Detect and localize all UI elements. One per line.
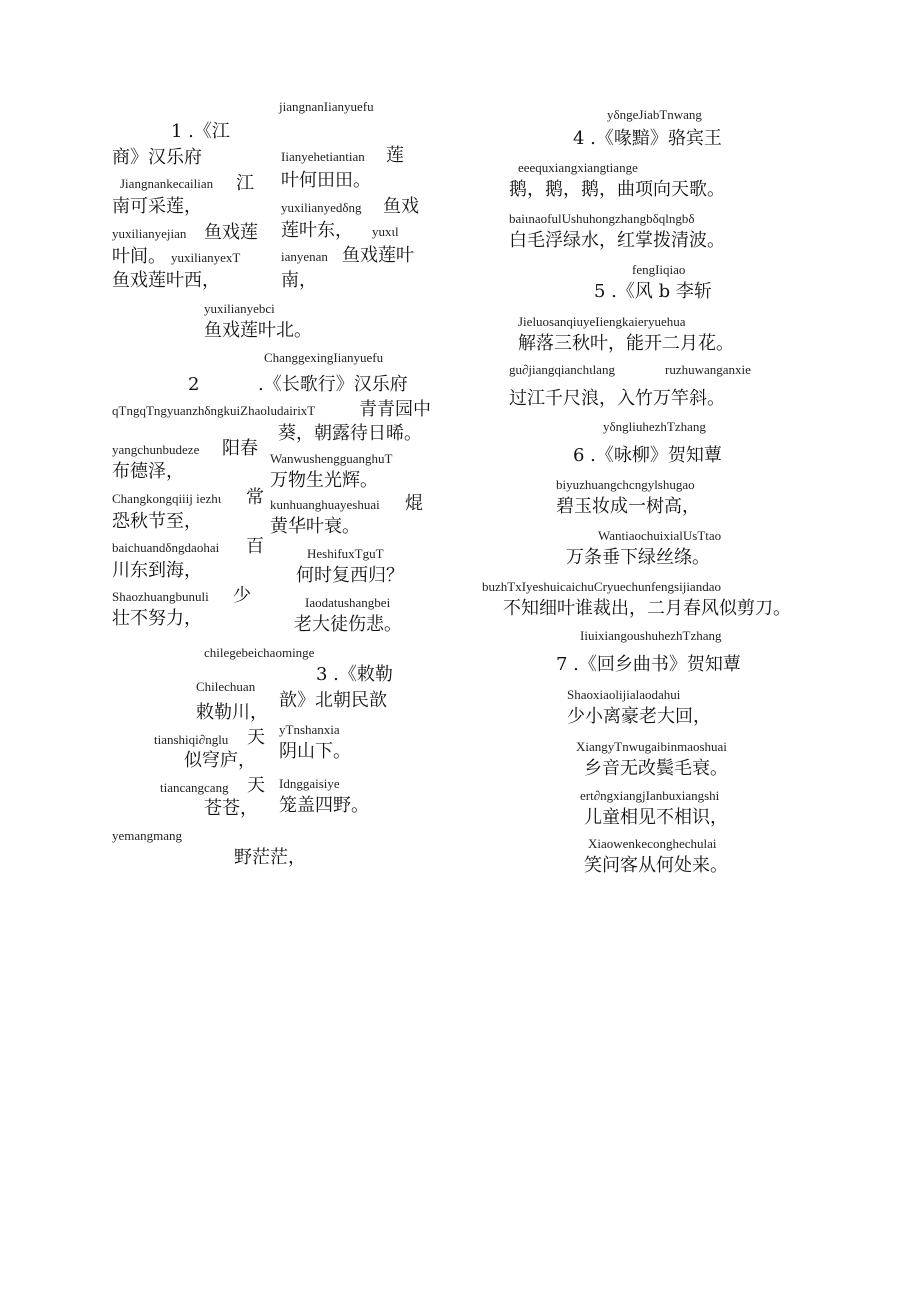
poem7-pinyin-line2: XiangyTnwugaibinmaoshuai: [576, 739, 727, 754]
poem3-line3: 天: [247, 727, 265, 748]
poem2-line2-cont: 布德泽，: [112, 461, 184, 482]
poem3-title-cont: 歆》北朝民歆: [279, 690, 387, 711]
poem2-line4-cont: 恐秋节至，: [112, 511, 202, 532]
poem2-line6: 百: [246, 536, 264, 557]
poem1-line7: 鱼戏莲叶北。: [204, 320, 312, 341]
poem3-line4: 笼盖四野。: [279, 795, 369, 816]
poem7-line1: 少小离豪老大回，: [567, 706, 711, 727]
poem4-line2: 白毛浮绿水，红掌拨清波。: [509, 230, 725, 251]
poem1-pinyin-title: jiangnanIianyuefu: [279, 99, 374, 114]
poem3-pinyin-line4: Idnggaisiye: [279, 776, 340, 791]
poem2-line5-cont: 黄华叶衰。: [270, 516, 360, 537]
poem3-line5-cont: 苍苍，: [204, 798, 258, 819]
poem5-pinyin-line1: JieluosanqiuyeIiengkaieryuehua: [518, 314, 686, 329]
poem4-pinyin-line2: baiιnaofulUshuhongzhangbδqlngbδ: [509, 211, 695, 226]
poem1-line5-cont: 莲叶东，: [281, 220, 353, 241]
poem6-pinyin-line3: buzhTxIyeshuicaichuCryuechunfengsijiandao: [482, 579, 721, 594]
poem2-line1: 青青园中: [359, 399, 431, 420]
poem6-line2: 万条垂下绿丝绦。: [566, 547, 710, 568]
poem5-line2: 过江千尺浪，入竹万竿斜。: [509, 388, 725, 409]
poem7-line2: 乡音无改鬓毛衰。: [584, 758, 728, 779]
poem1-title: 1 .《江: [171, 121, 230, 142]
poem1-line3-cont: 叶间。: [112, 246, 166, 267]
poem3-line5: 天: [247, 775, 265, 796]
poem2-pinyin-line9: Iaodatushangbei: [305, 595, 391, 610]
poem6-pinyin-line1: biyuzhuangchcngylshugao: [556, 477, 695, 492]
poem5-pinyin-line2b: ruzhuwanganxie: [665, 362, 751, 377]
poem5-pinyin-title: fengIiqiao: [632, 262, 686, 277]
poem4-line1: 鹅，鹅，鹅，曲项向天歌。: [509, 179, 725, 200]
poem3-pinyin-title: chilegebeichaominge: [204, 645, 315, 660]
poem1-line3: 鱼戏莲: [204, 222, 258, 243]
poem2-line7: 何时复西归？: [296, 565, 404, 586]
poem6-pinyin-title: yδngliuhezhTzhang: [603, 419, 706, 434]
poem3-pinyin-line2: yTnshanxia: [279, 722, 340, 737]
poem1-line2: 莲: [386, 145, 404, 166]
poem2-pinyin-line2: yangchunbudeze: [112, 442, 200, 457]
poem1-line2-cont: 叶何田田。: [281, 170, 371, 191]
poem5-title: 5 .《风 b 李斩: [594, 281, 712, 302]
poem7-line3: 儿童相见不相识，: [584, 807, 728, 828]
poem2-pinyin-line7: HeshifuxTguT: [307, 546, 384, 561]
poem2-line8-cont: 壮不努力，: [112, 608, 202, 629]
poem2-line3: 万物生光辉。: [270, 470, 378, 491]
poem1-pinyin-line7: yuxilianyebci: [204, 301, 275, 316]
poem2-line1-cont: 葵，朝露待日晞。: [278, 423, 422, 444]
poem1-pinyin-line6a: yuxιl: [372, 224, 399, 239]
poem7-pinyin-title: IiuixiangoushuhezhTzhang: [580, 628, 722, 643]
poem4-pinyin-title: yδngeJiabTnwang: [607, 107, 702, 122]
poem3-line2: 阴山下。: [279, 741, 351, 762]
poem1-line1: 江: [236, 173, 254, 194]
poem4-pinyin-line1: eeequxiangxiangtiange: [518, 160, 638, 175]
poem3-pinyin-line5: tiancangcang: [160, 780, 229, 795]
poem1-pinyin-line5: yuxilianyedδng: [281, 200, 362, 215]
poem1-line5: 鱼戏: [383, 196, 419, 217]
poem1-pinyin-line1: Jiangnankecailian: [120, 176, 214, 191]
poem1-title-cont: 商》汉乐府: [112, 147, 202, 168]
poem2-pinyin-title: ChanggexingIianyuefu: [264, 350, 384, 365]
poem5-line1: 解落三秋叶，能开二月花。: [518, 333, 734, 354]
poem7-title: 7 .《回乡曲书》贺知蕈: [556, 654, 741, 675]
poem7-pinyin-line4: Xiaowenkeconghechulai: [588, 836, 717, 851]
poem1-line1-cont: 南可采莲，: [112, 196, 202, 217]
poem1-pinyin-line4: yuxilianyexT: [171, 250, 241, 265]
poem2-line4: 常: [246, 487, 264, 508]
poem7-line4: 笑问客从何处来。: [584, 855, 728, 876]
poem6-line1: 碧玉妆成一树高，: [556, 496, 700, 517]
poem2-line5: 焜: [405, 493, 423, 514]
poem1-line6-cont: 南，: [281, 270, 317, 291]
poem2-pinyin-line3: WanwushengguanghuT: [270, 451, 393, 466]
poem2-pinyin-line8: Shaozhuangbunuli: [112, 589, 209, 604]
poem2-pinyin-line1: qTngqTngyuanzhδngkuiZhaoludairixT: [112, 403, 316, 418]
poem2-pinyin-line5: kunhuanghuayeshuai: [270, 497, 380, 512]
poem7-pinyin-line1: Shaoxiaolijialaodahui: [567, 687, 681, 702]
poem1-pinyin-line2: Iianyehetiantian: [281, 149, 365, 164]
poem3-line6: 野茫茫，: [234, 847, 306, 868]
poem3-pinyin-line1: Chilechuan: [196, 679, 256, 694]
poem2-pinyin-line6: baichuandδngdaohai: [112, 540, 220, 555]
poem1-pinyin-line6b: ianyenan: [281, 249, 328, 264]
poem2-line9: 老大徒伤悲。: [294, 614, 402, 635]
poem1-line6: 鱼戏莲叶: [342, 245, 414, 266]
poem6-title: 6 .《咏柳》贺知蕈: [573, 445, 722, 466]
poem3-pinyin-line6: yemangmang: [112, 828, 183, 843]
poem3-line3-cont: 似穹庐，: [184, 750, 256, 771]
poem3-line1: 敕勒川，: [196, 702, 268, 723]
poem5-pinyin-line2a: gu∂jiangqianchιlang: [509, 362, 615, 377]
poem2-line2: 阳春: [222, 438, 258, 459]
poem1-line4: 鱼戏莲叶西，: [112, 270, 220, 291]
poem3-pinyin-line3: tianshiqi∂nglu: [154, 732, 229, 747]
poem6-pinyin-line2: WantiaochuixialUsTtao: [598, 528, 722, 543]
poem2-line6-cont: 川东到海，: [112, 560, 202, 581]
poem2-title-number: 2: [188, 374, 200, 395]
poem2-title: .《长歌行》汉乐府: [258, 374, 408, 395]
poem3-title: 3 .《敕勒: [316, 664, 393, 685]
poem2-line8: 少: [233, 585, 251, 606]
poem6-line3: 不知细叶谁裁出，二月春风似剪刀。: [503, 598, 791, 619]
poem1-pinyin-line3: yuxilianyejian: [112, 226, 187, 241]
poem7-pinyin-line3: ert∂ngxiangjIanbuxiangshi: [580, 788, 720, 803]
poem2-pinyin-line4: Changkongqiiij iezhι: [112, 491, 222, 506]
poem4-title: 4 .《喙黯》骆宾王: [573, 128, 722, 149]
